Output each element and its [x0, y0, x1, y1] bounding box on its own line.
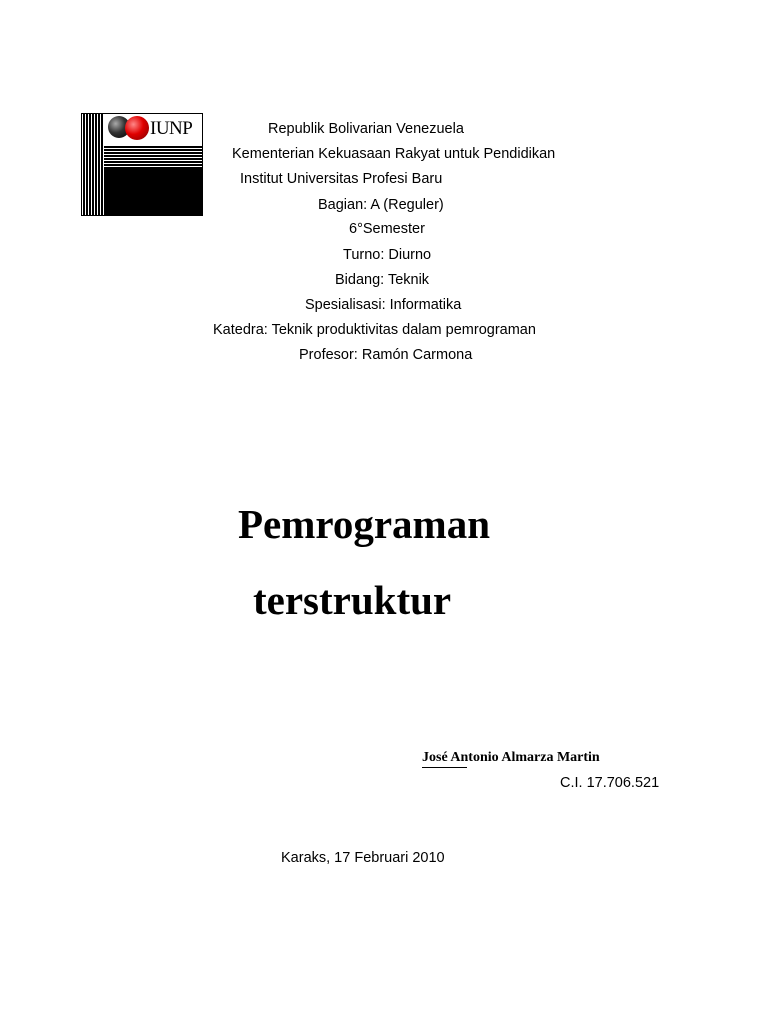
author-name: José Antonio Almarza Martin [422, 750, 600, 765]
author-id: C.I. 17.706.521 [560, 775, 660, 791]
place-date: Karaks, 17 Februari 2010 [281, 850, 445, 866]
header-line-institute: Institut Universitas Profesi Baru [240, 171, 443, 187]
header-line-specialization: Spesialisasi: Informatika [305, 297, 462, 313]
header-line-semester: 6°Semester [349, 221, 425, 237]
author-name-underline [422, 767, 467, 768]
header-line-course: Katedra: Teknik produktivitas dalam pemrograman [213, 322, 536, 338]
iunp-logo [81, 113, 203, 216]
logo-vertical-stripes [82, 114, 104, 215]
header-line-country: Republik Bolivarian Venezuela [268, 121, 464, 137]
logo-text: IUNP [150, 118, 193, 139]
header-line-shift: Turno: Diurno [343, 247, 432, 263]
logo-horizontal-stripes [104, 145, 202, 167]
header-line-professor: Profesor: Ramón Carmona [299, 347, 473, 363]
logo-red-sphere-icon [125, 116, 149, 140]
document-title-line-1: Pemrograman [238, 501, 491, 547]
header-line-section: Bagian: A (Reguler) [318, 197, 444, 213]
header-line-ministry: Kementerian Kekuasaan Rakyat untuk Pendidikan [232, 146, 556, 162]
header-line-field: Bidang: Teknik [335, 272, 430, 288]
document-title-line-2: terstruktur [253, 577, 452, 623]
